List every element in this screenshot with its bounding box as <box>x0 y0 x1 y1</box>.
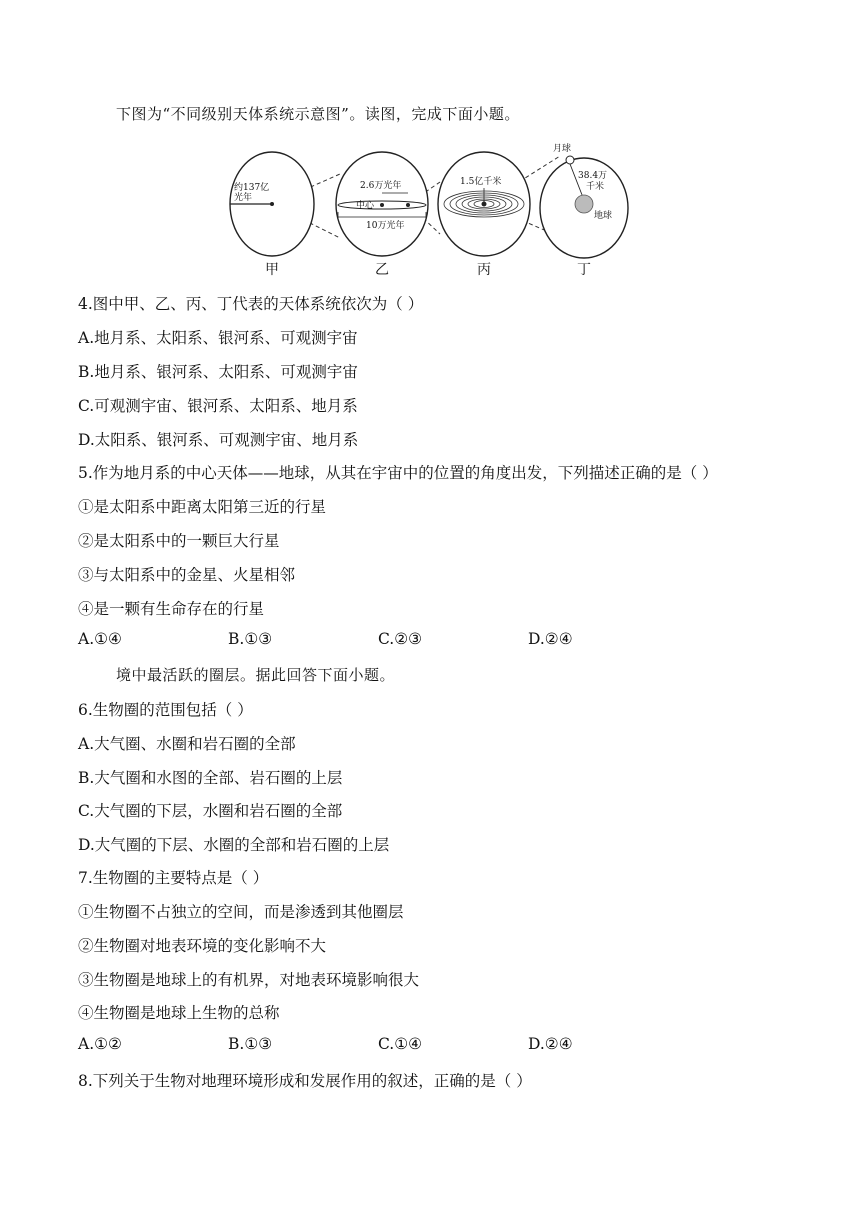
q8-stem: 8.下列关于生物对地理环境形成和发展作用的叙述，正确的是（ ） <box>78 1072 532 1090</box>
earth-dot <box>575 195 593 213</box>
ding-dist-2: 千米 <box>586 182 605 192</box>
q4-option-a[interactable]: A.地月系、太阳系、银河系、可观测宇宙 <box>78 329 358 347</box>
q5-option-d[interactable]: D.②④ <box>528 630 573 648</box>
ding-earth-text: 地球 <box>594 211 613 221</box>
ding-moon-text: 月球 <box>553 144 572 154</box>
q7-option-c[interactable]: C.①④ <box>378 1035 423 1053</box>
label-ding: 丁 <box>577 262 591 278</box>
yi-bottom-text: 10万光年 <box>366 221 405 231</box>
q5-option-b[interactable]: B.①③ <box>228 630 273 648</box>
label-jia: 甲 <box>265 262 279 278</box>
label-bing: 丙 <box>477 262 491 278</box>
q5-option-c[interactable]: C.②③ <box>378 630 423 648</box>
jia-text-2: 光年 <box>234 193 253 203</box>
yi-center-text: 中心 <box>356 201 375 211</box>
q5-stem: 5.作为地月系的中心天体——地球，从其在宇宙中的位置的角度出发，下列描述正确的是（ ） <box>78 464 718 482</box>
q7-statement-4: ④生物圈是地球上生物的总称 <box>78 1004 280 1022</box>
q7-statement-3: ③生物圈是地球上的有机界，对地表环境影响很大 <box>78 971 420 989</box>
q7-option-a[interactable]: A.①② <box>78 1035 122 1053</box>
q6-option-b[interactable]: B.大气圈和水图的全部、岩石圈的上层 <box>78 769 343 787</box>
q7-option-b[interactable]: B.①③ <box>228 1035 273 1053</box>
q5-statement-2: ②是太阳系中的一颗巨大行星 <box>78 532 280 550</box>
celestial-systems-figure <box>222 138 642 283</box>
q4-option-c[interactable]: C.可观测宇宙、银河系、太阳系、地月系 <box>78 397 358 415</box>
label-yi: 乙 <box>375 262 389 278</box>
q4-option-d[interactable]: D.太阳系、银河系、可观测宇宙、地月系 <box>78 431 359 449</box>
jia-text-1: 约137亿 <box>234 183 270 193</box>
moon-dot <box>566 156 574 164</box>
q5-statement-4: ④是一颗有生命存在的行星 <box>78 600 265 618</box>
q7-stem: 7.生物圈的主要特点是（ ） <box>78 869 269 887</box>
q6-option-c[interactable]: C.大气圈的下层，水圈和岩石圈的全部 <box>78 802 343 820</box>
ding-dist-1: 38.4万 <box>578 171 608 181</box>
q7-statement-1: ①生物圈不占独立的空间，而是渗透到其他圈层 <box>78 903 404 921</box>
q4-stem: 4.图中甲、乙、丙、丁代表的天体系统依次为（ ） <box>78 295 424 313</box>
intro-text: 下图为“不同级别天体系统示意图”。读图，完成下面小题。 <box>116 105 520 123</box>
q6-option-a[interactable]: A.大气圈、水圈和岩石圈的全部 <box>78 735 296 753</box>
q6-option-d[interactable]: D.大气圈的下层、水圈的全部和岩石圈的上层 <box>78 836 390 854</box>
q5-statement-1: ①是太阳系中距离太阳第三近的行星 <box>78 498 327 516</box>
q5-statement-3: ③与太阳系中的金星、火星相邻 <box>78 566 296 584</box>
bing-text: 1.5亿千米 <box>460 177 502 187</box>
passage-note: 境中最活跃的圈层。据此回答下面小题。 <box>116 666 396 684</box>
q7-option-d[interactable]: D.②④ <box>528 1035 573 1053</box>
q6-stem: 6.生物圈的范围包括（ ） <box>78 701 253 719</box>
q7-options <box>78 1035 778 1059</box>
q4-option-b[interactable]: B.地月系、银河系、太阳系、可观测宇宙 <box>78 363 358 381</box>
q7-statement-2: ②生物圈对地表环境的变化影响不大 <box>78 937 327 955</box>
q5-option-a[interactable]: A.①④ <box>78 630 122 648</box>
yi-top-text: 2.6万光年 <box>360 181 402 191</box>
q5-options <box>78 630 778 654</box>
